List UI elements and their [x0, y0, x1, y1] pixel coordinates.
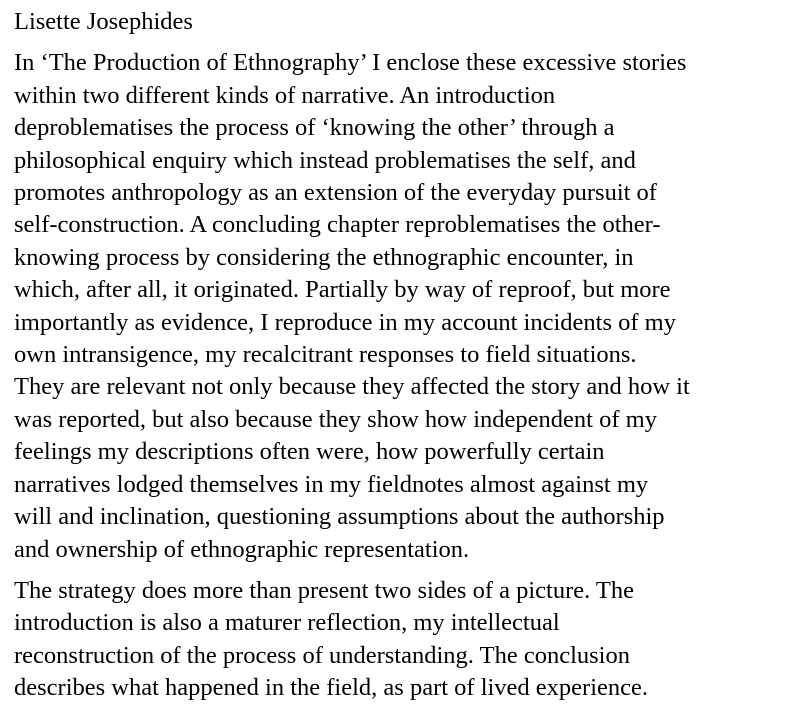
text-line: deproblematises the process of ‘knowing the other’ through a: [14, 114, 615, 142]
paragraph: [14, 47, 789, 566]
text-line: The strategy does more than present two sides of a picture. The: [14, 576, 635, 604]
text-line: philosophical enquiry which instead problematises the self, and: [14, 146, 636, 174]
text-line: promotes anthropology as an extension of the everyday pursuit of: [14, 179, 657, 207]
text-line: which, after all, it originated. Partially by way of reproof, but more: [14, 276, 671, 304]
text-line: will and inclination, questioning assumptions about the authorship: [14, 503, 665, 531]
paragraph: [14, 575, 789, 705]
text-line: describes what happened in the field, as part of lived experience.: [14, 674, 649, 702]
text-line: reconstruction of the process of understanding. The conclusion: [14, 641, 630, 669]
text-line: within two different kinds of narrative. An introduction: [14, 81, 556, 109]
text-line: importantly as evidence, I reproduce in my account incidents of my: [14, 308, 676, 336]
document-page: [14, 6, 789, 705]
text-line: and ownership of ethnographic representation.: [14, 535, 470, 563]
text-line: introduction is also a maturer reflection, my intellectual: [14, 609, 560, 637]
text-line: In ‘The Production of Ethnography’ I enclose these excessive stories: [14, 49, 687, 77]
author-name: Lisette Josephides: [14, 8, 193, 35]
text-line: own intransigence, my recalcitrant responses to field situations.: [14, 341, 637, 369]
text-line: knowing process by considering the ethnographic encounter, in: [14, 243, 634, 271]
text-line: They are relevant not only because they affected the story and how it: [14, 373, 690, 401]
text-line: self-construction. A concluding chapter reproblematises the other-: [14, 211, 661, 239]
text-line: was reported, but also because they show how independent of my: [14, 405, 657, 433]
text-line: feelings my descriptions often were, how powerfully certain: [14, 438, 605, 466]
text-line: narratives lodged themselves in my fieldnotes almost against my: [14, 470, 649, 498]
